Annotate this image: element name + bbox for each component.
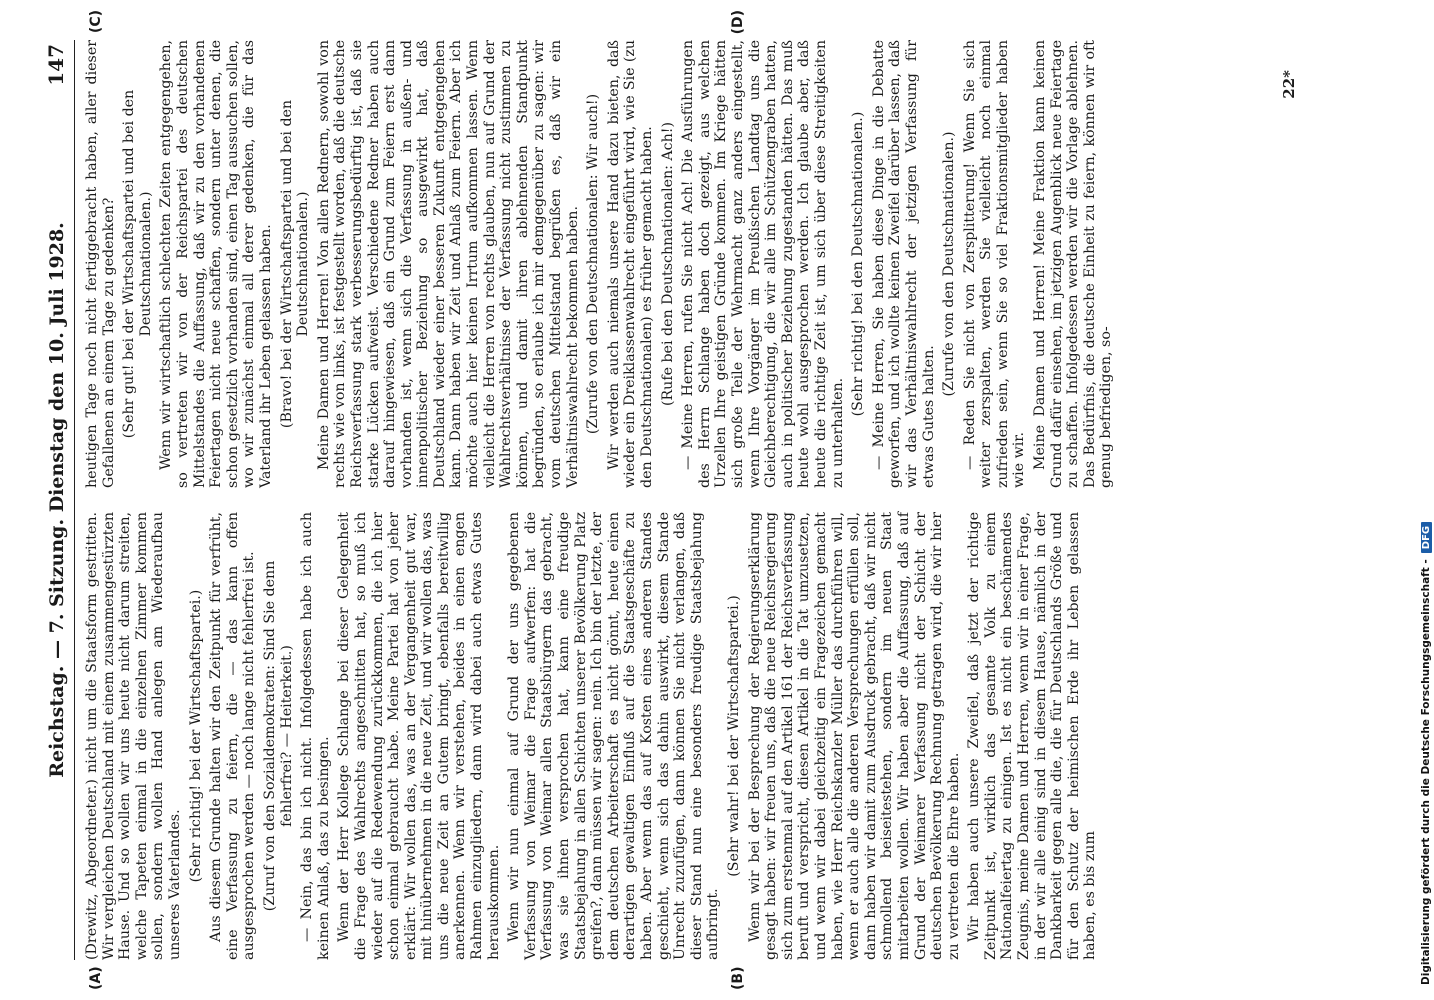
text-paragraph: Wenn wir wirtschaftlich schlechten Zeiten entgegengehen, so vertreten wir von der Reichspartei des deutschen Mittelstandes die Auffassung, daß wir zu den vorhandenen Feiertagen nicht neue schaffen, sondern unter denen, die schon gesetzlich vorhanden sind, einen Tag aussuchen sollen, wo wir zunächst einmal all derer gedenken, die für das Vaterland ihr Leben gelassen haben. — [158, 40, 274, 488]
page-header — [40, 40, 75, 960]
interjection-paragraph: (Sehr wahr! bei der Wirtschaftspartei.) — [725, 595, 742, 877]
header-title: Reichstag. — 7. Sitzung. Dienstag den 10. Juli 1928. — [46, 222, 68, 778]
interjection-paragraph: (Zuruf von den Sozialdemokraten: Sind Sie denn fehlerfrei? — Heiterkeit.) — [261, 560, 295, 912]
text-paragraph: Wir werden auch niemals unsere Hand dazu bieten, daß wieder ein Dreiklassenwahlrecht eingeführt wird, wie Sie (zu den Deutschnationalen) es früher gemacht haben. — [605, 40, 655, 488]
interjection-paragraph: (Sehr richtig! bei den Deutschnationalen.) — [850, 111, 867, 417]
text-paragraph: — Nein, das bin ich nicht. Infolgedessen habe ich auch keinen Anlaß, das zu besingen. — [299, 512, 332, 960]
dfg-note-text: Digitalisierung gefördert durch die Deutsche Forschungsgemeinschaft - — [1420, 559, 1432, 985]
text-paragraph: — Meine Herren, rufen Sie nicht Ach! Die Ausführungen des Herrn Schlange haben doch gezeigt, aus welchen Urzellen Ihre geistigen Gründe kommen. Im Kriege hätten sich große Teile der Wehrmacht ganz anders eingestellt, wenn Ihre Vorgänger im Preußischen Landtag uns die Gleichberechtigung, die wir alle im Schützengraben hatten, auch in politischer Beziehung zugestanden hätten. Das muß heute wohl ausgesprochen werden. Ich glaube aber, daß heute die richtige Zeit ist, um sich über diese Streitigkeiten zu unterhalten. — [680, 40, 846, 488]
dfg-logo: DFG — [1421, 522, 1432, 553]
interjection-paragraph: (Sehr richtig! bei der Wirtschaftspartei.) — [187, 589, 204, 883]
signature-mark: 22* — [1280, 70, 1298, 99]
interjection-paragraph: (Bravo! bei der Wirtschaftspartei und bei den Deutschnationalen.) — [278, 99, 312, 429]
text-paragraph: — Meine Herren, Sie haben diese Dinge in die Debatte geworfen, und ich wollte keinen Zweifel darüber lassen, daß wir das Verhältniswahlrecht der jetzigen Verfassung für etwas Gutes halten. — [870, 40, 937, 488]
dfg-side-note — [1418, 5, 1434, 985]
margin-mark-b: (B) — [730, 966, 746, 990]
text-columns — [84, 40, 1280, 960]
interjection-paragraph: (Zurufe von den Deutschnationalen: Wir auch!) — [585, 93, 602, 435]
interjection-paragraph: (Sehr gut! bei der Wirtschaftspartei und bei den Deutschnationalen.) — [121, 89, 154, 439]
text-paragraph: heutigen Tage noch nicht fertiggebracht haben, aller dieser Gefallenen an einem Tage zu gedenken? — [84, 40, 117, 488]
rotated-document-page — [40, 10, 1300, 990]
text-paragraph: Aus diesem Grunde halten wir den Zeitpunkt für verfrüht, eine Verfassung zu feiern, die — das kann offen ausgesprochen werden — noch lange nicht fehlerfrei ist. — [208, 512, 258, 960]
interjection-paragraph: (Rufe bei den Deutschnationalen: Ach!) — [659, 121, 676, 407]
text-paragraph: Wir haben auch unsere Zweifel, daß jetzt der richtige Zeitpunkt ist, wirklich das gesamte Volk zu einem Nationalfeiertag zu einigen. Ist es nicht ein beschämendes Zeugnis, meine Damen und Herren, wenn wir in einer Frage, in der wir alle einig sind in diesem Hause, nämlich in der Dankbarkeit gegen alle die, die für Deutschlands Größe und für den Schutz der heimischen Erde ihr Leben gelassen haben, es bis zum — [966, 512, 1099, 960]
text-paragraph: Wenn wir bei der Besprechung der Regierungserklärung gesagt haben: wir freuen uns, daß die neue Reichsregierung sich zum erstenmal auf den Artikel 161 der Reichsverfassung beruft und verspricht, diesen Artikel in die Tat umzusetzen, und wenn wir dabei gleichzeitig ein Fragezeichen gemacht haben, wie Herr Reichskanzler Müller das durchführen will, wenn er auch alle die anderen Versprechungen erfüllen soll, dann haben wir damit zum Ausdruck gebracht, daß wir nicht schmollend beiseitestehen, sondern im neuen Staat mitarbeiten wollen. Wir haben aber die Auffassung, daß auf Grund der Weimarer Verfassung nicht der Schicht der deutschen Bevölkerung Rechnung getragen wird, die wir hier zu vertreten die Ehre haben. — [746, 512, 962, 960]
text-paragraph: Wenn der Herr Kollege Schlange bei dieser Gelegenheit die Frage des Wahlrechts angeschnitten hat, so muß ich wieder auf die Redewendung zurückkommen, die ich hier schon einmal gebraucht habe. Meine Partei hat von jeher erklärt: Wir wollen das, was an der Vergangenheit gut war, mit hinübernehmen in die neue Zeit, und wir wollen das, was uns die neue Zeit an Gutem bringt, ebenfalls bereitwillig anerkennen. Wenn wir verstehen, beides in einen engen Rahmen einzugliedern, dann wird dabei auch etwas Gutes herauskommen. — [336, 512, 502, 960]
text-paragraph: Wenn wir nun einmal auf Grund der uns gegebenen Verfassung von Weimar die Frage aufwerfen: hat die Verfassung von Weimar allen Staatsbürgern das gebracht, was sie ihnen versprochen hat, kann eine freudige Staatsbejahung in allen Schichten unserer Bevölkerung Platz greifen?, dann müssen wir sagen: nein. Ich bin der letzte, der dem deutschen Arbeiterschaft es nicht gönnt, heute einen derartigen gewaltigen Einfluß auf die Staatsgeschäfte zu haben. Aber wenn das auf Kosten eines anderen Standes geschieht, wenn sich das dahin auswirkt, diesem Stande Unrecht zuzufügen, dann können Sie nicht verlangen, daß dieser Stand nun eine besonders freudige Staatsbejahung aufbringt. — [506, 512, 722, 960]
text-paragraph: Meine Damen und Herren! Meine Fraktion kann keinen Grund dafür einsehen, im jetzigen Augenblick neue Feiertage zu schaffen. Infolgedessen werden wir die Vorlage ablehnen. Das Bedürfnis, die deutsche Einheit zu feiern, können wir oft genug befriedigen, so- — [1032, 40, 1115, 488]
margin-mark-c: (C) — [88, 10, 104, 34]
margin-mark-d: (D) — [730, 10, 746, 35]
margin-mark-a: (A) — [88, 966, 104, 990]
text-paragraph: (Drewitz, Abgeordneter.) nicht um die Staatsform gestritten. Wir vergleichen Deutschland mit einem zusammengestürzten Hause. Und so wollen wir uns heute nicht darum streiten, welche Tapeten einmal in die einzelnen Zimmer kommen sollen, sondern wollen Hand anlegen am Wiederaufbau unseres Vaterlandes. — [84, 512, 183, 960]
interjection-paragraph: (Zurufe von den Deutschnationalen.) — [941, 131, 958, 397]
left-column — [84, 512, 1280, 960]
page-number: 147 — [44, 44, 68, 86]
text-paragraph: — Reden Sie nicht von Zersplitterung! Wenn Sie sich weiter zerspalten, werden Sie vielleicht noch einmal zufrieden sein, wenn Sie so viel Fraktionsmitglieder haben wie wir. — [961, 40, 1028, 488]
text-paragraph: Meine Damen und Herren! Von allen Rednern, sowohl von rechts wie von links, ist festgestellt worden, daß die deutsche Reichsverfassung stark verbesserungsbedürftig ist, daß sie starke Lücken aufweist. Verschiedene Redner haben auch darauf hingewiesen, daß ein Grund zum Feiern erst dann vorhanden ist, wenn sich die Verfassung in außen- und innenpolitischer Beziehung so ausgewirkt hat, daß Deutschland wieder einer besseren Zukunft entgegengehen kann. Dann haben wir Zeit und Anlaß zum Feiern. Aber ich möchte auch hier keinen Irrtum aufkommen lassen. Wenn vielleicht die Herren von rechts glauben, nun auf Grund der Wahlrechtsverhältnisse der Verfassung nicht zustimmen zu können, und damit ihren ablehnenden Standpunkt begründen, so erlaube ich mir demgegenüber zu sagen: wir vom deutschen Mittelstand begrüßen es, daß wir ein Verhältniswahlrecht bekommen haben. — [315, 40, 581, 488]
right-column — [84, 40, 1280, 488]
